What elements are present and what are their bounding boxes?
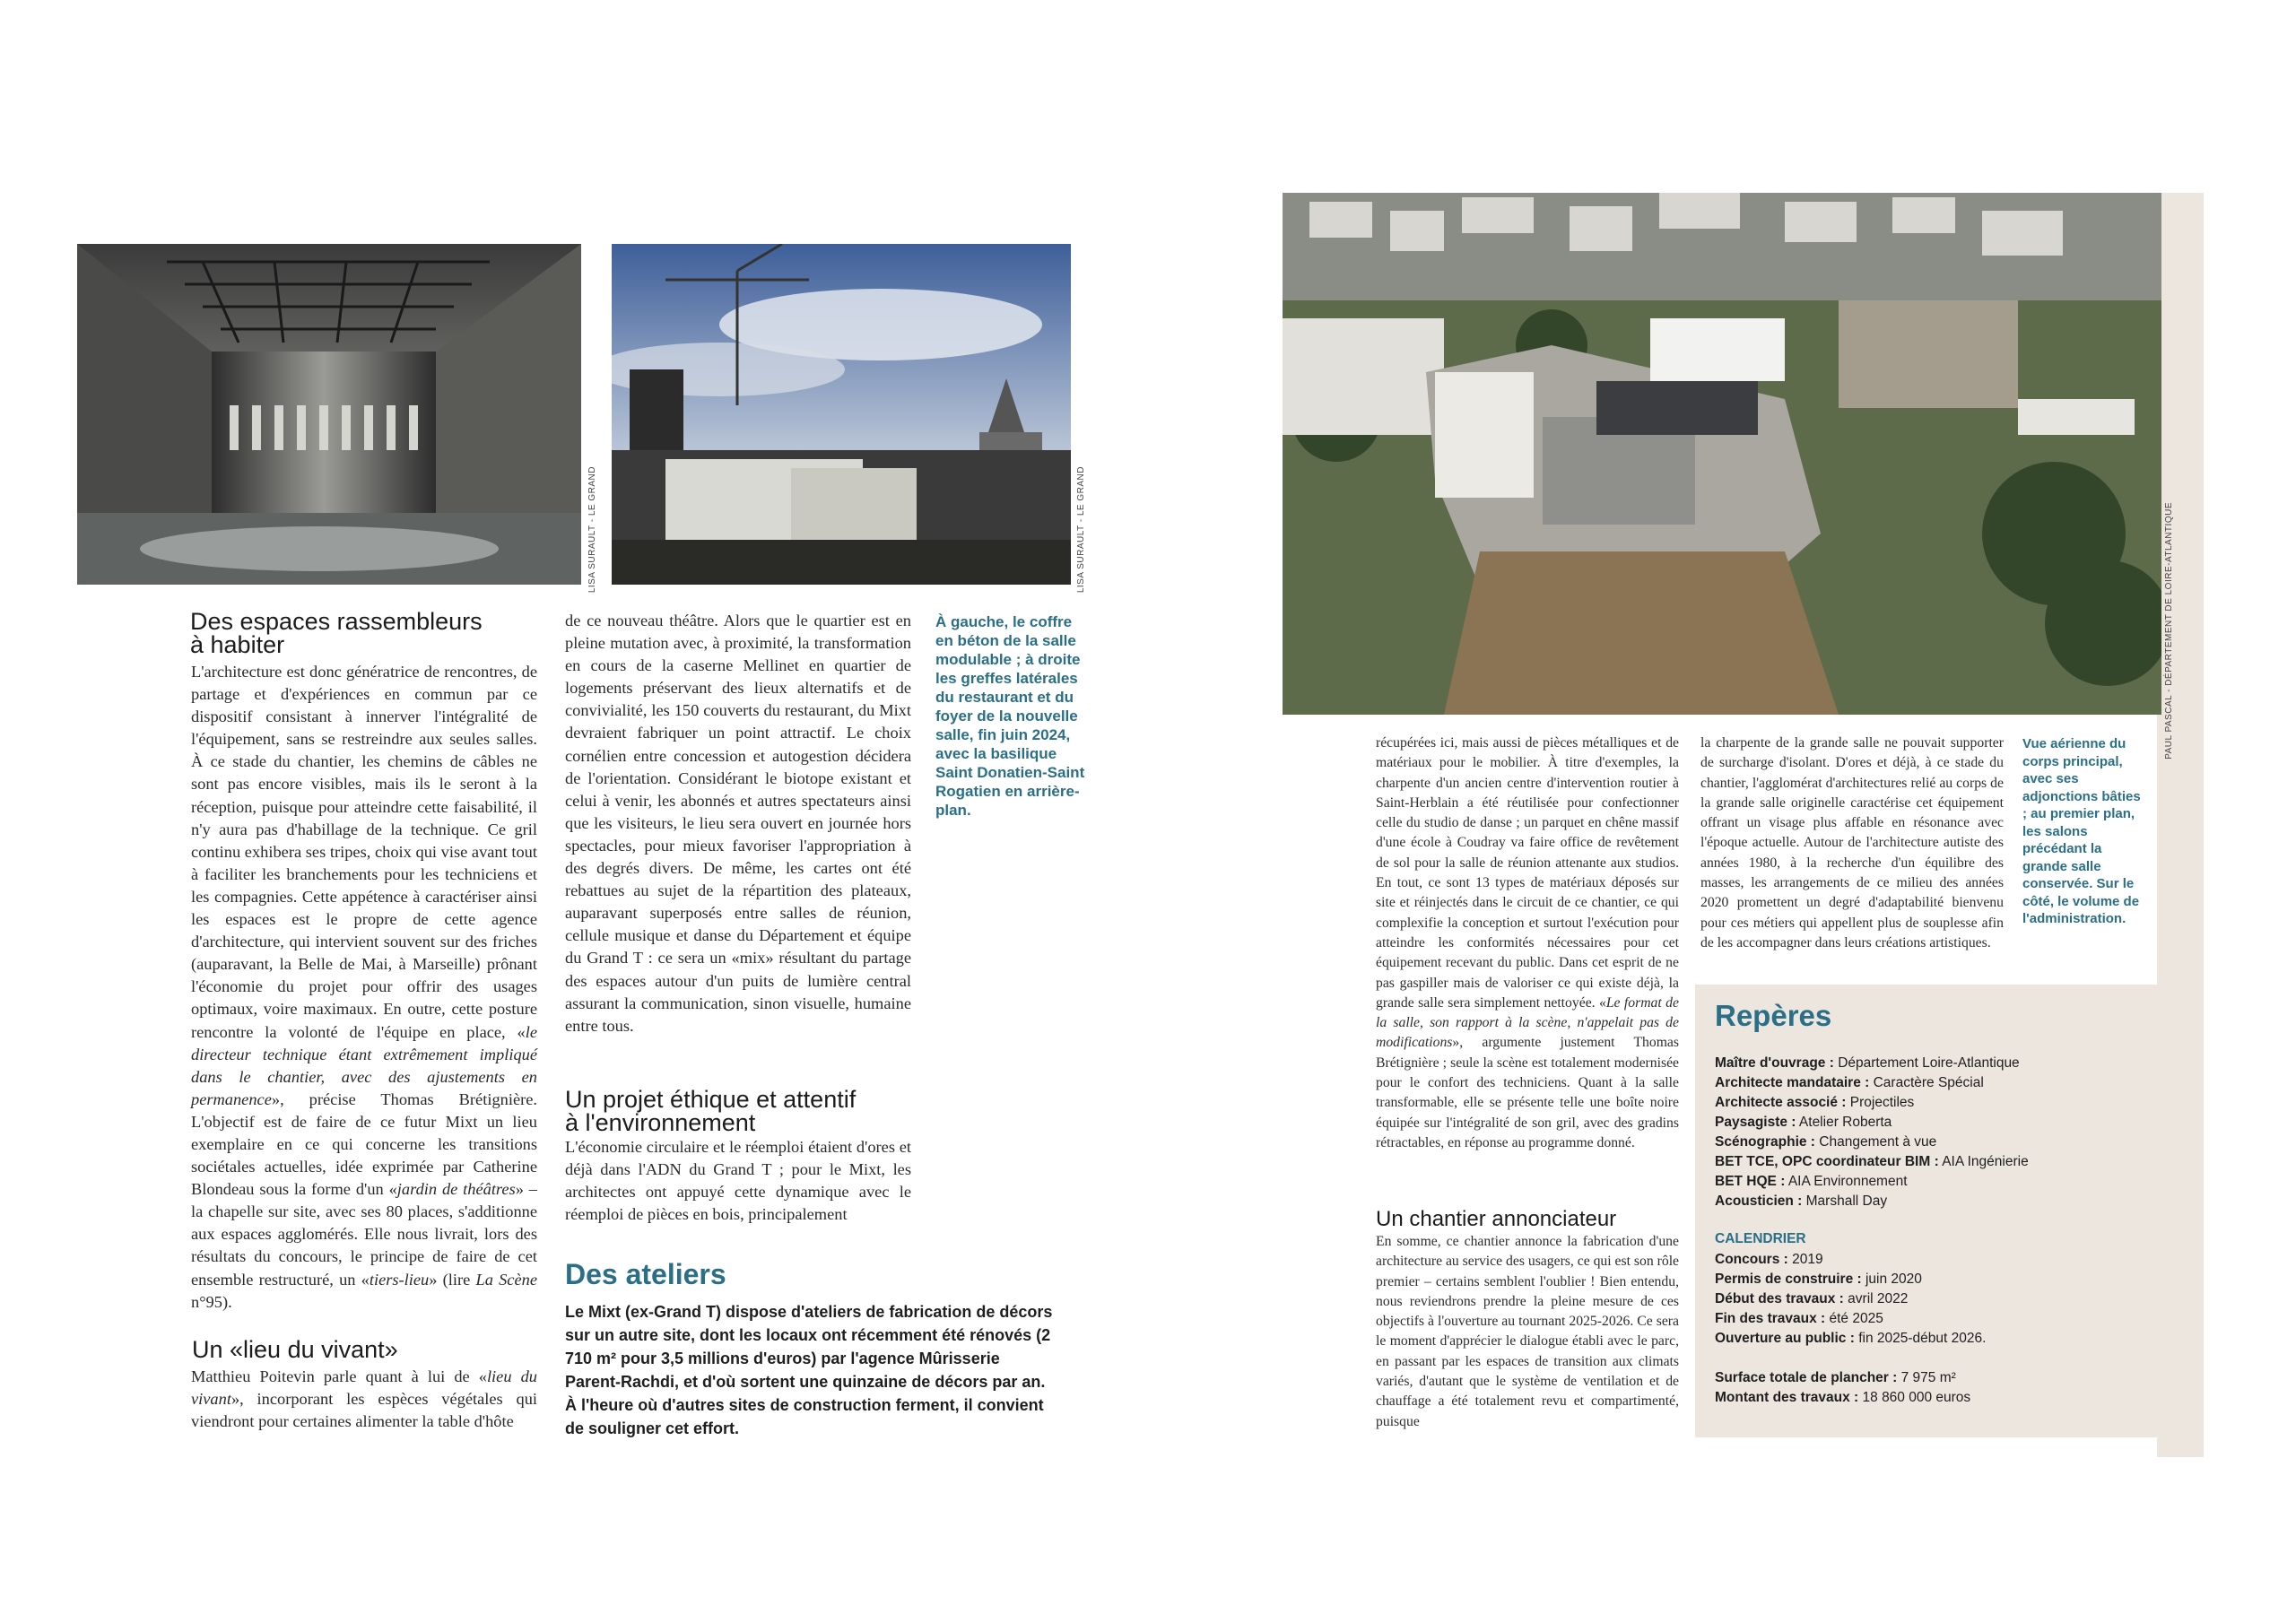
reperes-item: Paysagiste : Atelier Roberta: [1715, 1115, 1892, 1130]
heading-chantier-annonciateur: Un chantier annonciateur: [1376, 1207, 1617, 1231]
reperes-item: Scénographie : Changement à vue: [1715, 1134, 1937, 1150]
reperes-title: Repères: [1715, 999, 1832, 1032]
total-item: Surface totale de plancher : 7 975 m²: [1715, 1370, 1956, 1385]
reperes-item: Architecte associé : Projectiles: [1715, 1095, 1915, 1110]
body-column-4: la charpente de la grande salle ne pouvait supporter de surcharge d'isolant. D'ores et déjà, à ce stade du chantier, l'agglomérat d'architectures relié au corps de la grande salle originelle caractérise cet équipement offrant un visage plus affable en résonance avec l'époque actuelle. Autour de l'architecture autiste des années 1980, à la recherche d'un équilibre des masses, les arrangements de ce milieu des années 2020 promettent un degré d'adaptabilité bienvenu pour ces métiers qui appellent plus de souplesse afin de les accompagner dans leurs créations artistiques.: [1700, 735, 2004, 950]
calendar-item: Concours : 2019: [1715, 1252, 1823, 1267]
reperes-item: Architecte mandataire : Caractère Spécial: [1715, 1075, 1984, 1090]
left-photo-caption: À gauche, le coffre en béton de la salle modulable ; à droite les greffes latérales du restaurant et du foyer de la nouvelle salle, fin juin 2024, avec la basilique Saint Donatien-Saint Rogatien en arrière-plan.: [935, 613, 1085, 819]
body-column-3: récupérées ici, mais aussi de pièces métalliques et de matériaux pour le mobilier. À titre d'exemples, la charpente d'un ancien centre d'intervention routier à Saint-Herblain a été réutilisée pour confectionner celle du studio de danse ; un parquet en chêne massif d'une école à Coudray va faire office de revêtement de sol pour la salle de réunion attenante aux studios. En tout, ce sont 13 types de matériaux déposés sur site et réinjectés dans le circuit de ce chantier, ce qui complexifie la conception et surtout l'exécution pour atteindre les conformités nécessaires pour cet équipement recevant du public. Dans cet esprit de ne pas gaspiller mais de valoriser ce qui existe déjà, la grande salle sera simplement nettoyée. «Le format de la salle, son rapport à la scène, n'appelait pas de modifications», argumente justement Thomas Brétignière ; seule la scène est totalement modernisée pour le confort des techniciens. Quant à la salle transformable, elle se présente telle une boîte noire équipée sur l'intégralité de son gril, avec des gradins rétractables, en réponse au programme donné.: [1376, 735, 1679, 1150]
total-item: Montant des travaux : 18 860 000 euros: [1715, 1390, 1971, 1405]
heading-lieu-du-vivant: Un «lieu du vivant»: [192, 1336, 398, 1363]
body-column-1: L'architecture est donc génératrice de rencontres, de partage et d'expériences en commun par ce dispositif consistant à innerver l'intégralité de l'équipement, sans se restreindre aux seules salles. À ce stade du chantier, les chemins de câbles ne sont pas encore visibles, mais ils le seront à la réception, puisque pour atteindre cette faisabilité, il n'y aura pas d'habillage de la technique. Ce gril continu exhibera ses tripes, choix qui vise avant tout à faciliter les branchements pour les techniciens et les compagnies. Cette appétence à caractériser ainsi les espaces est le propre de cette agence d'architecture, qui intervient souvent sur des friches (auparavant, la Belle de Mai, à Marseille) prônant l'économie du projet pour offrir des usages optimaux, voire maximaux. En outre, cette posture rencontre la volonté de l'équipe en place, «le directeur technique étant extrêmement impliqué dans le chantier, avec des ajustements en permanence», précise Thomas Brétignière. L'objectif est de faire de ce futur Mixt un lieu exemplaire en ce qui concerne les transitions sociétales actuelles, idée exprimée par Catherine Blondeau sous la forme d'un «jardin de théâtres» – la chapelle sur site, avec ses 80 places, s'additionne aux espaces agglomérés. Elle nous livrait, lors des résultats du concours, le principe de faire de cet ensemble restructuré, un «tiers-lieu» (lire La Scène n°95).: [191, 663, 537, 1311]
aerial-photo-caption: Vue aérienne du corps principal, avec ses adjonctions bâties ; au premier plan, les salons précédant la grande salle conservée. Sur le côté, le volume de l'administration.: [2022, 736, 2141, 926]
calendar-item: Début des travaux : avril 2022: [1715, 1291, 1909, 1306]
body-column-2: de ce nouveau théâtre. Alors que le quartier est en pleine mutation avec, à proximité, la transformation en cours de la caserne Mellinet en quartier de logements préservant des lieux alternatifs et de convivialité, les 150 couverts du restaurant, du Mixt devraient fabriquer un point attractif. Le choix cornélien entre concession et autogestion décidera de l'orientation. Considérant le biotope existant et celui à venir, les abonnés et autres spectateurs ainsi que les visiteurs, le lieu sera ouvert en journée hors spectacles, pour mieux favoriser l'appropriation à des degrés divers. De même, les cartes ont été rebattues au sujet de la répartition des plateaux, auparavant superposés entre salles de réunion, cellule musique et danse du Département et équipe du Grand T : ce sera un «mix» résultant du partage des espaces autour d'un puits de lumière central assurant la communication, sinon visuelle, humaine entre tous.: [565, 612, 911, 1035]
calendar-item: Ouverture au public : fin 2025-début 2026.: [1715, 1331, 1987, 1346]
ateliers-text: Le Mixt (ex-Grand T) dispose d'ateliers de fabrication de décors sur un autre site, dont les locaux ont récemment été rénovés (2 710 m² pour 3,5 millions d'euros) par l'agence Mûrisserie Parent-Rachdi, et d'où sortent une quinzaine de décors par an. À l'heure où d'autres sites de construction ferment, il convient de souligner cet effort.: [565, 1303, 1053, 1437]
body-projet-ethique: L'économie circulaire et le réemploi étaient d'ores et déjà dans l'ADN du Grand T ; pour le Mixt, les architectes ont appuyé cette dynamique avec le réemploi de pièces en bois, principalement: [565, 1138, 911, 1224]
calendar-title: CALENDRIER: [1715, 1231, 1806, 1246]
heading-projet-ethique: Un projet éthique et attentif à l'environnement: [565, 1086, 857, 1136]
reperes-item: Acousticien : Marshall Day: [1715, 1193, 1888, 1209]
aerial-photo-credit: PAUL PASCAL - DÉPARTEMENT DE LOIRE-ATLANTIQUE: [2164, 502, 2174, 759]
reperes-item: BET HQE : AIA Environnement: [1715, 1174, 1908, 1189]
reperes-item: BET TCE, OPC coordinateur BIM : AIA Ingénierie: [1715, 1154, 2029, 1169]
calendar-item: Permis de construire : juin 2020: [1715, 1271, 1922, 1287]
interior-photo-credit: LISA SURAULT - LE GRAND: [587, 466, 597, 594]
reperes-item: Maître d'ouvrage : Département Loire-Atlantique: [1715, 1055, 2020, 1071]
body-chantier-annonciateur: En somme, ce chantier annonce la fabrication d'une architecture au service des usagers, ce qui est son rôle premier – certains semblent l'oublier ! Bien entendu, nous reviendrons prendre la pleine mesure de ces objectifs à l'ouverture au tournant 2025-2026. Ce sera le moment d'apprécier le dialogue établi avec le parc, en passant par les espaces de transition aux climats variés, d'autant que le système de ventilation et de chauffage a été totalement revu et compartimenté, puisque: [1376, 1234, 1680, 1429]
interior-photo: [77, 244, 581, 585]
calendar-item: Fin des travaux : été 2025: [1715, 1311, 1883, 1326]
exterior-photo: [612, 244, 1071, 585]
body-lieu-du-vivant: Matthieu Poitevin parle quant à lui de «lieu du vivant», incorporant les espèces végétales qui viendront pour certaines alimenter la table d'hôte: [191, 1367, 537, 1431]
exterior-photo-credit: LISA SURAULT - LE GRAND: [1076, 466, 1086, 594]
reperes-box: [1695, 985, 2157, 1437]
page-edge-panel: [2157, 193, 2204, 1457]
aerial-photo: [1283, 193, 2161, 715]
heading-des-ateliers: Des ateliers: [565, 1258, 726, 1290]
heading-espaces-rassembleurs: Des espaces rassembleurs à habiter: [190, 608, 483, 658]
